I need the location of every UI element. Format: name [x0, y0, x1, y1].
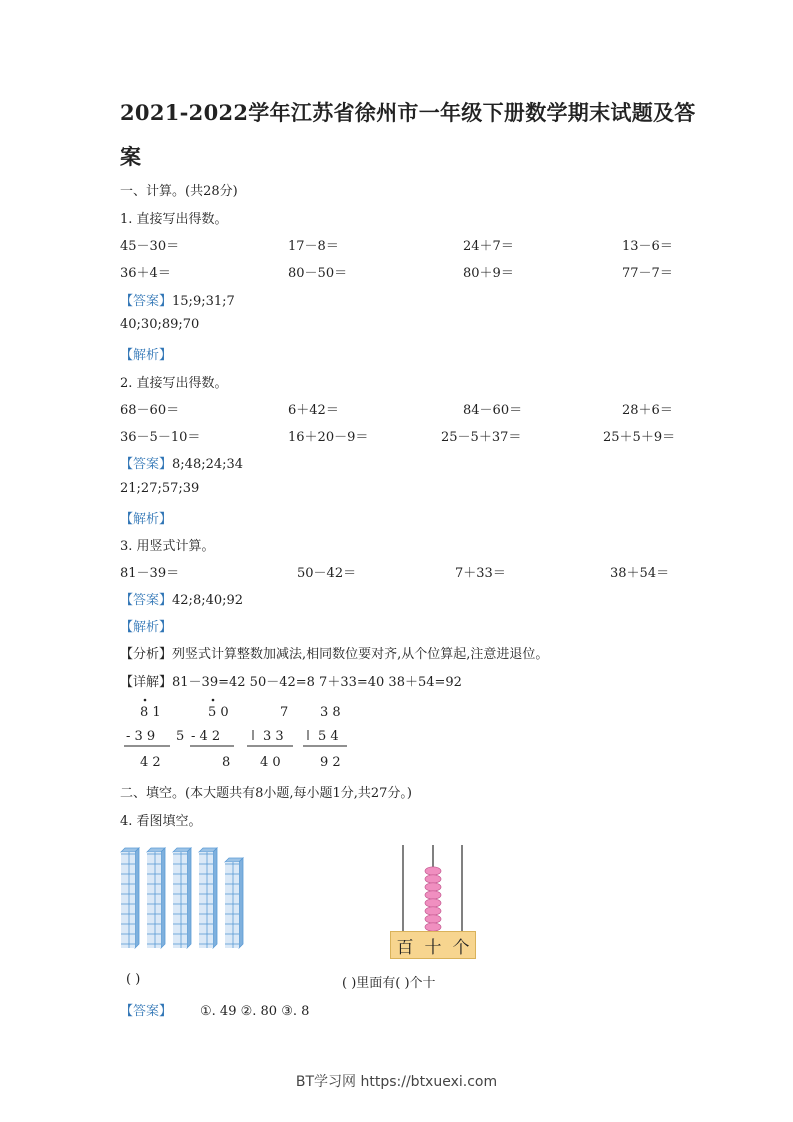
vc4-res: 9 2	[320, 755, 341, 770]
answer-tag: 【答案】	[120, 294, 173, 309]
section-heading-1: 一、计算。(共28分)	[120, 184, 238, 199]
q1-item: 24＋7＝	[463, 239, 514, 254]
tens-beads	[425, 867, 441, 931]
q1-item: 77－7＝	[622, 266, 673, 281]
answer-tag: 【答案】	[120, 457, 173, 472]
q3-fenxi	[120, 643, 548, 662]
hundreds-label: 百	[396, 937, 414, 958]
place-value-label-bar	[390, 931, 476, 959]
q4-stem: 4. 看图填空。	[120, 814, 202, 829]
q1-item: 17－8＝	[288, 239, 339, 254]
vc1-top: 8 1	[140, 705, 161, 720]
base-ten-rods-figure	[115, 844, 250, 950]
answer-text: ①. 49 ②. 80 ③. 8	[200, 1004, 310, 1019]
tens-rod	[173, 848, 191, 948]
borrow-dot	[212, 699, 215, 702]
q1-item: 13－6＝	[622, 239, 673, 254]
borrow-dot	[144, 699, 147, 702]
q2-item: 84－60＝	[463, 403, 523, 418]
q2-stem: 2. 直接写出得数。	[120, 376, 228, 391]
q2-analysis-tag: 【解析】	[120, 512, 173, 527]
q4-blank-right: ( )里面有( )个十	[342, 976, 436, 991]
q2-item: 25＋5＋9＝	[603, 430, 676, 445]
xiangjie-tag: 【详解】	[120, 675, 173, 690]
q3-item: 38＋54＝	[610, 566, 670, 581]
q2-item: 28＋6＝	[622, 403, 673, 418]
vc2-stray: 5	[176, 729, 185, 744]
fenxi-text: 列竖式计算整数加减法,相同数位要对齐,从个位算起,注意进退位。	[172, 647, 549, 662]
answer-text: 8;48;24;34	[172, 457, 244, 472]
answer-text: 42;8;40;92	[172, 593, 244, 608]
tens-rod	[121, 848, 139, 948]
q4-blank-left: ( )	[126, 972, 141, 987]
page-title-cont: 案	[120, 144, 141, 169]
q4-answer	[120, 1000, 309, 1019]
answer-text: 15;9;31;7	[172, 294, 235, 309]
page-title: 2021-2022学年江苏省徐州市一年级下册数学期末试题及答	[120, 100, 696, 125]
vc3-top: 7	[280, 705, 289, 720]
abacus-rods	[390, 843, 476, 931]
q2-item: 36－5－10＝	[120, 430, 201, 445]
answer-tag: 【答案】	[120, 593, 173, 608]
vc4-top: 3 8	[320, 705, 341, 720]
q3-answer	[120, 589, 243, 608]
vc2-mid: - 4 2	[191, 729, 221, 744]
vc1-res: 4 2	[140, 755, 161, 770]
vc1-mid: - 3 9	[126, 729, 156, 744]
q1-stem: 1. 直接写出得数。	[120, 212, 228, 227]
q3-item: 81－39＝	[120, 566, 180, 581]
vc3-res: 4 0	[260, 755, 281, 770]
footer-watermark: BT学习网 https://btxuexi.com	[295, 1074, 498, 1090]
vc2-top: 5 0	[208, 705, 229, 720]
q2-item: 25－5＋37＝	[441, 430, 522, 445]
q3-stem: 3. 用竖式计算。	[120, 539, 215, 554]
q2-item: 68－60＝	[120, 403, 180, 418]
ones-label: 个	[452, 937, 470, 958]
q1-item: 45－30＝	[120, 239, 180, 254]
vc4-mid: 5 4	[318, 729, 339, 744]
q1-answer	[120, 290, 235, 309]
section-heading-2: 二、填空。(本大题共有8小题,每小题1分,共27分。)	[120, 786, 412, 801]
q2-item: 6＋42＝	[288, 403, 339, 418]
q1-item: 36＋4＝	[120, 266, 171, 281]
q3-item: 50－42＝	[297, 566, 357, 581]
q2-item: 16＋20－9＝	[288, 430, 369, 445]
q3-xiangjie	[120, 671, 462, 690]
ones-stack	[225, 858, 243, 948]
fenxi-tag: 【分析】	[120, 647, 173, 662]
vc3-mid: 3 3	[263, 729, 284, 744]
q1-analysis-tag: 【解析】	[120, 348, 173, 363]
vertical-calculations	[110, 696, 370, 776]
q1-item: 80＋9＝	[463, 266, 514, 281]
tens-rod	[147, 848, 165, 948]
answer-tag: 【答案】	[120, 1004, 173, 1019]
q3-item: 7＋33＝	[455, 566, 506, 581]
abacus-figure	[390, 843, 476, 958]
q3-analysis-tag: 【解析】	[120, 620, 173, 635]
q2-answer-line2: 21;27;57;39	[120, 481, 200, 496]
tens-rod	[199, 848, 217, 948]
q1-answer-line2: 40;30;89;70	[120, 317, 200, 332]
q2-answer	[120, 453, 243, 472]
vc2-res: 8	[222, 755, 231, 770]
xiangjie-text: 81－39=42 50－42=8 7＋33=40 38＋54=92	[172, 675, 462, 690]
tens-label: 十	[424, 937, 442, 958]
q1-item: 80－50＝	[288, 266, 348, 281]
